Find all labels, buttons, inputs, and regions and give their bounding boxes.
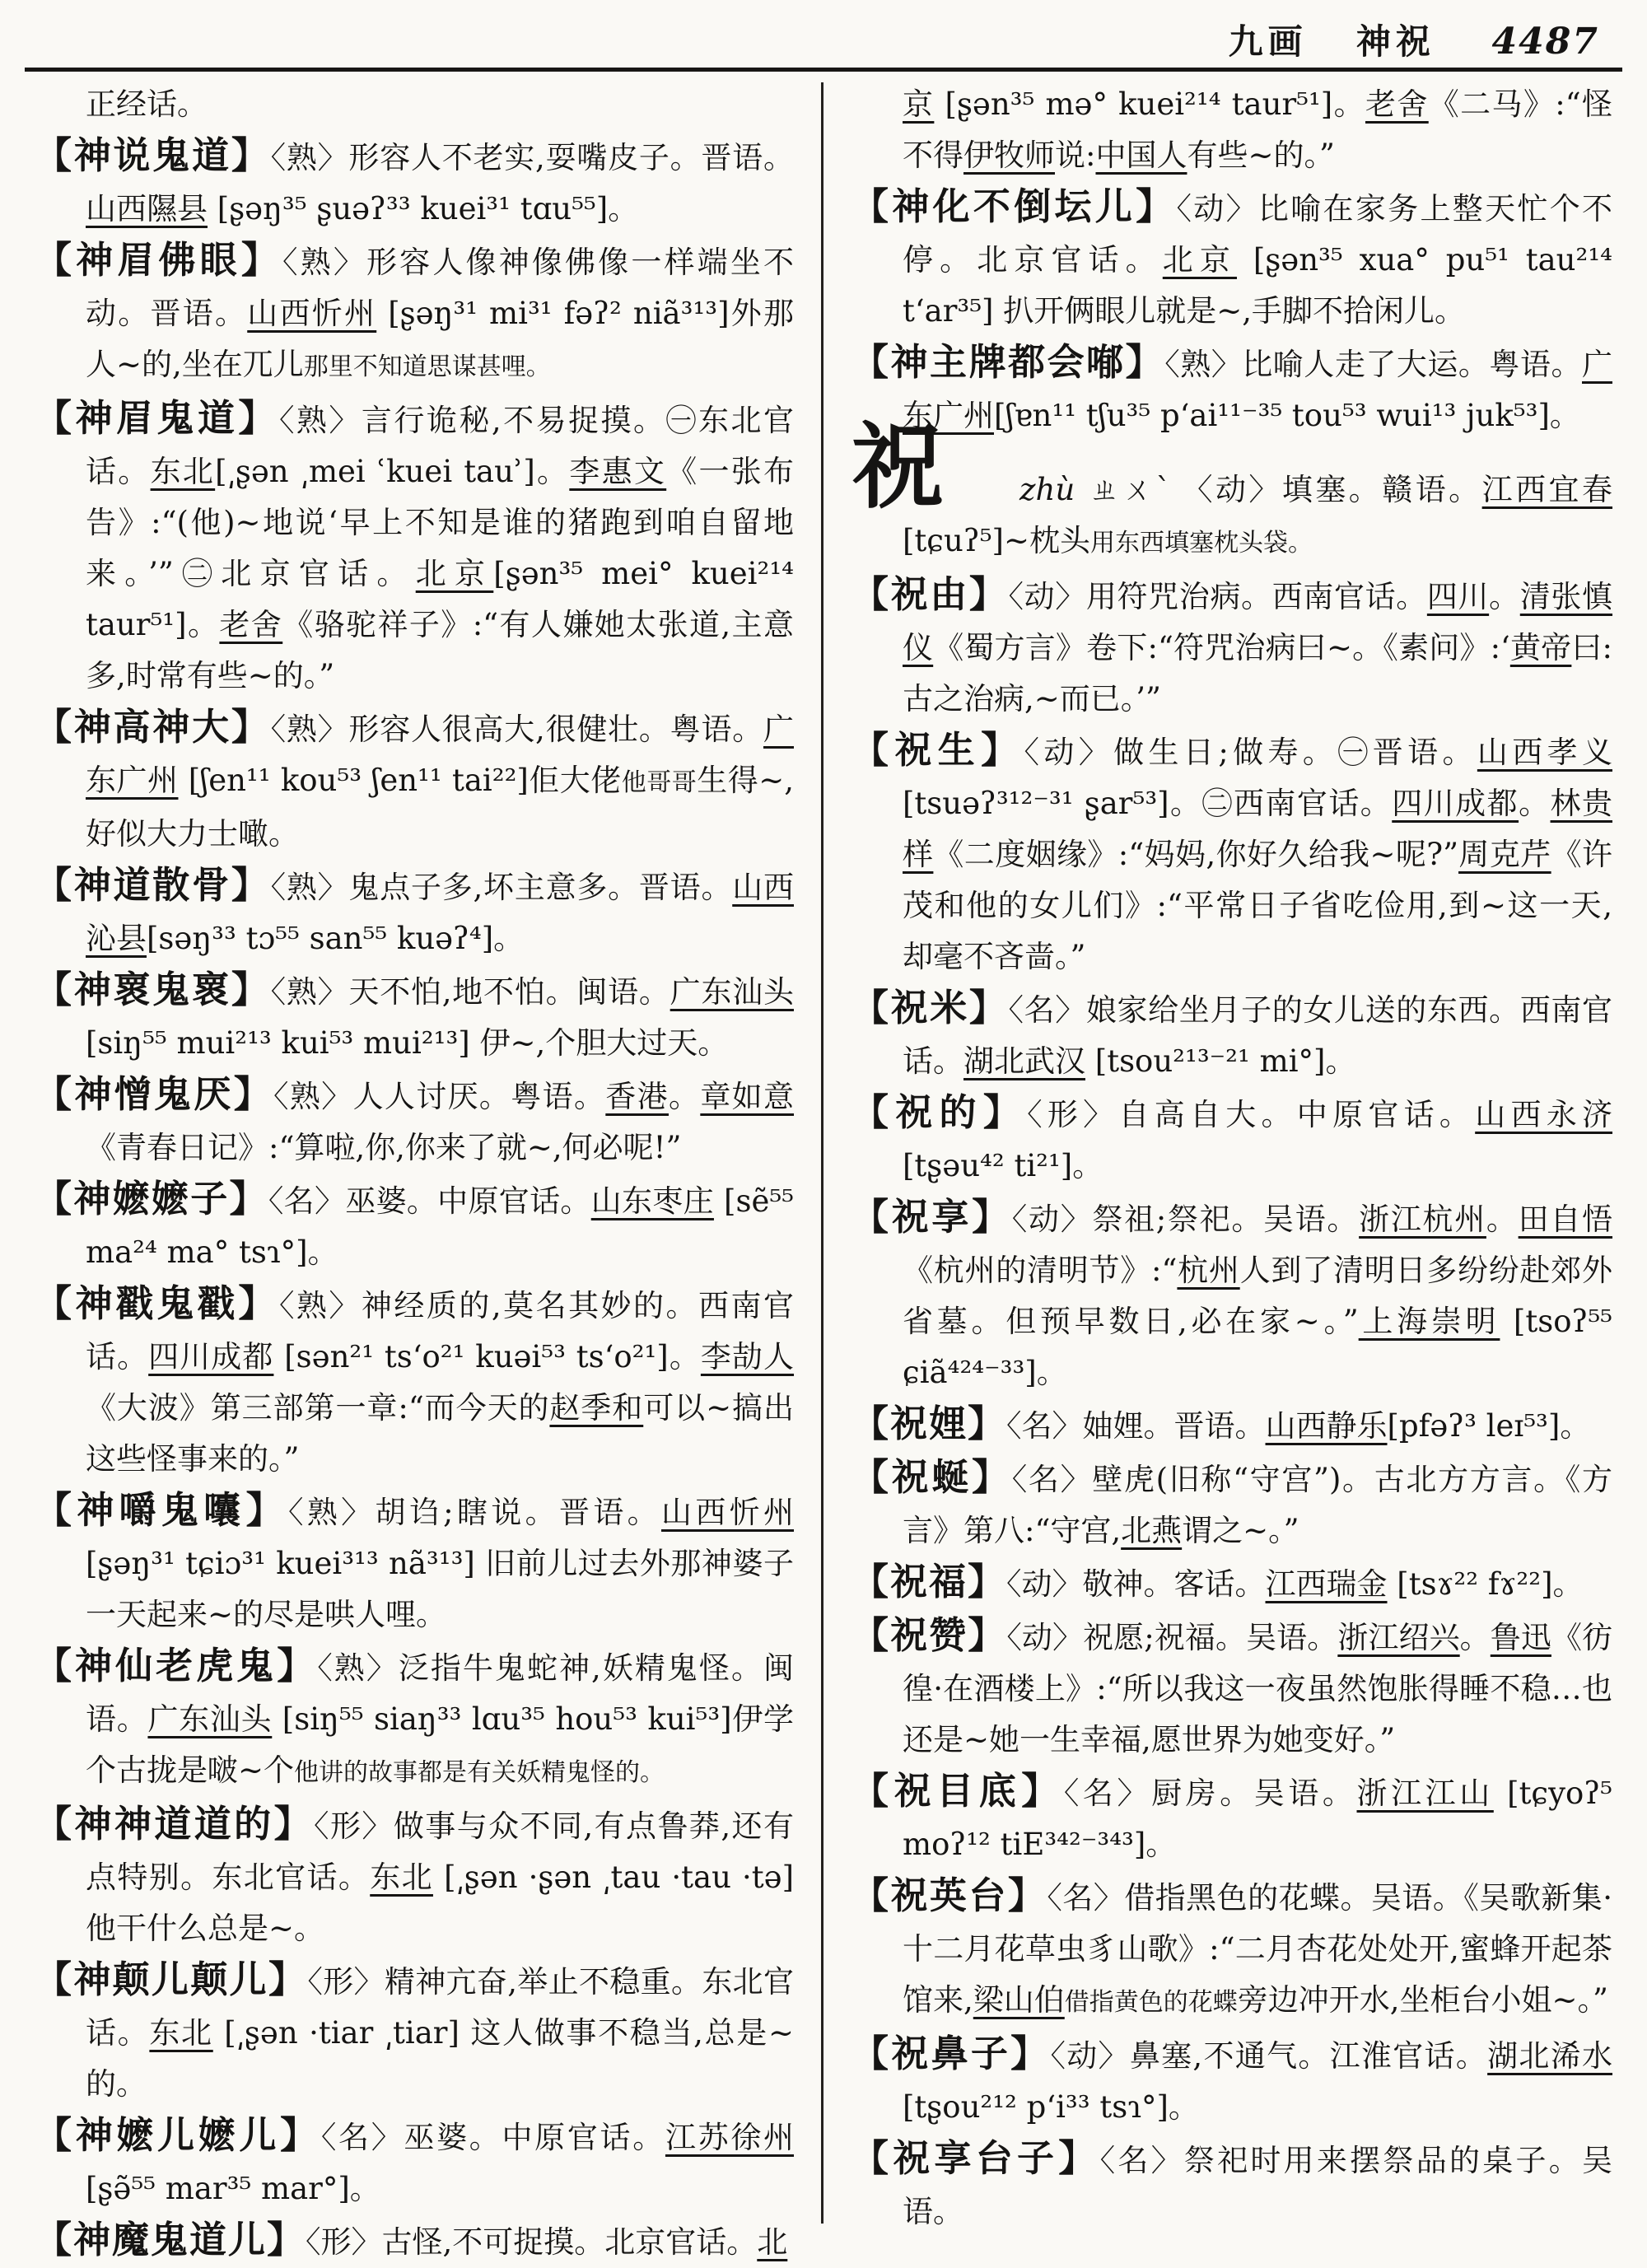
- proper-name: 山东枣庄: [590, 1183, 714, 1219]
- dict-entry: [851, 1556, 1612, 1610]
- headword: 【神魔鬼道儿】: [35, 2218, 306, 2261]
- entry-text: 《二度姻缘》:“妈妈,你好久给我~呢?”: [933, 837, 1459, 872]
- proper-name: 北京: [415, 556, 494, 591]
- right-column: [851, 79, 1612, 2238]
- entry-text: 〈熟〉形容人像神像佛像一样端坐不动。晋语。: [86, 245, 794, 331]
- entry-text: 曰:古之治病,~而已。’”: [903, 630, 1613, 716]
- entry-text: 〈熟〉鬼点子多,坏主意多。晋语。: [270, 870, 733, 905]
- dict-entry: [35, 860, 794, 964]
- entry-text: 可以~搞出这些怪事来的。”: [86, 1390, 794, 1477]
- entry-text: 〈熟〉人人讨厌。粤语。: [273, 1079, 606, 1114]
- headword: 【神说鬼道】: [35, 133, 271, 177]
- headword: 【神神道道的】: [35, 1802, 315, 1846]
- entry-text: 那里不知道思谋甚哩。: [303, 352, 551, 381]
- entry-text: 他讲的故事都是有关妖精鬼怪的。: [294, 1758, 665, 1787]
- headword: 【祝生】: [851, 728, 1024, 772]
- dict-entry: [35, 2110, 794, 2214]
- entry-continuation: [851, 79, 1612, 181]
- entry-text: 〈熟〉天不怕,地不怕。闽语。: [270, 974, 670, 1010]
- entry-text: 〈熟〉比喻人走了大运。粤语。: [1164, 347, 1582, 382]
- entry-text: [ʂəŋ³¹ tɕiɔ³¹ kuei³¹³ nã³¹³] 旧前儿过去外那神婆子一天起来~的尽是哄人哩。: [86, 1546, 794, 1632]
- dict-entry: [35, 1799, 794, 1954]
- entry-text: 《一张布告》:“(他)~地说‘早上不知是谁的猪跑到咱自留地来。’”㊁北京官话。: [86, 454, 795, 591]
- headword: 【神道散骨】: [35, 863, 271, 907]
- headword: 【神高神大】: [35, 705, 271, 749]
- headword: 【祝米】: [851, 986, 1009, 1029]
- headword: 【神憎鬼厌】: [35, 1072, 274, 1116]
- entry-text: 他哥哥: [621, 768, 698, 797]
- proper-name: 林贵样: [903, 786, 1613, 872]
- entry-text: 用东西填塞枕头袋。: [1089, 529, 1313, 558]
- dict-entry: [35, 1954, 794, 2110]
- entry-text: 〈名〉厨房。吴语。: [1063, 1776, 1357, 1811]
- proper-name: 梁山伯: [973, 1982, 1065, 2018]
- dict-entry: [35, 1485, 794, 1640]
- entry-text: [ʂən³⁵ mə° kuei²¹⁴ taur⁵¹]。: [934, 86, 1365, 122]
- entry-text: [pfəʔ³ leɪ⁵³]。: [1387, 1408, 1591, 1444]
- headword: 【祝由】: [851, 572, 1009, 616]
- proper-name: 广东广州: [86, 712, 794, 798]
- dict-entry: [851, 1087, 1612, 1192]
- entry-text: [tsoʔ⁵⁵ ɕiã⁴²⁴⁻³³]。: [903, 1304, 1612, 1390]
- dict-entry: [851, 725, 1612, 982]
- entry-text: 《大波》第三部第一章:“而今天的: [86, 1390, 550, 1426]
- proper-name: 中国人: [1095, 138, 1187, 173]
- entry-text: 〈熟〉泛指牛鬼蛇神,妖精鬼怪。闽语。: [86, 1650, 794, 1737]
- dict-entry: [851, 2133, 1612, 2238]
- dict-entry: [35, 130, 794, 235]
- entry-text: [tɕyoʔ⁵ moʔ¹² tiE³⁴²⁻³⁴³]。: [903, 1776, 1613, 1862]
- entry-text: 〈动〉祝愿;祝福。吴语。: [1006, 1620, 1338, 1655]
- entry-text: 〈名〉壁虎(旧称“守宫”)。古北方方言。《方言》第八:“守宫,: [903, 1462, 1612, 1548]
- proper-name: 东北: [150, 454, 216, 489]
- dict-entry: [35, 393, 794, 702]
- entry-text: 。: [1486, 1202, 1519, 1237]
- proper-name: 老舍: [1365, 86, 1429, 122]
- proper-name: 山西忻州: [661, 1495, 795, 1530]
- entry-text: 〈形〉做事与众不同,有点鲁莽,还有点特别。东北官话。: [86, 1808, 794, 1895]
- headword: 【祝的】: [851, 1090, 1028, 1134]
- dict-entry: [35, 1278, 794, 1485]
- entry-text: 说:: [1055, 138, 1096, 173]
- entry-text: [ʂəŋ³⁵ ʂuəʔ³³ kuei³¹ tɑu⁵⁵]。: [208, 191, 639, 226]
- dict-entry: [35, 964, 794, 1069]
- proper-name: 广东广州: [903, 347, 1612, 433]
- dict-entry: [851, 1452, 1612, 1556]
- entry-text: 〈动〉鼻塞,不通气。江淮官话。: [1050, 2038, 1488, 2074]
- headword: 【神化不倒坛儿】: [851, 184, 1177, 228]
- headword: 【神颠儿颠儿】: [35, 1958, 308, 2001]
- entry-text: 〈熟〉神经质的,莫名其妙的。西南官话。: [86, 1288, 794, 1374]
- headword: 【神嬷儿嬷儿】: [35, 2113, 321, 2157]
- proper-name: 山西隰县: [86, 191, 208, 226]
- proper-name: 北燕: [1121, 1513, 1183, 1548]
- entry-text: 〈熟〉形容人很高大,很健壮。粤语。: [270, 712, 763, 747]
- proper-name: 山西忻州: [247, 296, 377, 331]
- entry-text: 有些~的。”: [1187, 138, 1335, 173]
- entry-text: 〈动〉填塞。赣语。: [1182, 472, 1482, 507]
- proper-name: 章如意: [700, 1079, 795, 1114]
- proper-name: 老舍: [219, 607, 283, 642]
- entry-text: 〈名〉借指黑色的花蝶。吴语。《吴歌新集·十二月花草虫豸山歌》:“二月杏花处处开,蜜蜂开起茶馆来,: [903, 1880, 1612, 2018]
- proper-name: 浙江江山: [1356, 1776, 1494, 1811]
- proper-name: 江西瑞金: [1265, 1566, 1388, 1602]
- entry-continuation: [35, 79, 794, 130]
- entry-text: 《青春日记》:“算啦,你,你来了就~,何必呢!”: [86, 1130, 682, 1165]
- section-label: 九画: [1228, 21, 1308, 62]
- proper-name: 田自悟: [1518, 1202, 1613, 1237]
- entry-text: 〈熟〉言行诡秘,不易捉摸。㊀东北官话。: [86, 403, 794, 489]
- entry-text: [tʂəu⁴² ti²¹]。: [903, 1148, 1103, 1183]
- entry-text: [tsou²¹³⁻²¹ mi°]。: [1085, 1043, 1356, 1079]
- entry-text: 旁边冲开水,坐柜台小姐~。”: [1237, 1982, 1608, 2018]
- header-rule: [25, 68, 1622, 72]
- entry-text: 。: [1459, 1620, 1491, 1655]
- page-number: 4487: [1491, 21, 1599, 63]
- entry-text: 《许茂和他的女儿们》:“平常日子省吃俭用,到~这一天,却毫不吝啬。”: [903, 837, 1613, 974]
- entry-text: [siŋ⁵⁵ mui²¹³ kui⁵³ mui²¹³] 伊~,个胆大过天。: [86, 1025, 729, 1061]
- entry-text: 《二马》:“怪不得: [903, 86, 1612, 173]
- headword: 【祝英台】: [851, 1874, 1047, 1917]
- section-words: 神祝: [1355, 21, 1435, 62]
- entry-text: 生得~,好似大力士噉。: [86, 763, 795, 852]
- headword: 【神主牌都会喐】: [851, 340, 1165, 384]
- proper-name: 山西永济: [1475, 1097, 1613, 1132]
- proper-name: 山西静乐: [1265, 1408, 1388, 1444]
- entry-text: 。: [1519, 786, 1551, 821]
- dict-entry: [851, 2028, 1612, 2133]
- proper-name: 京: [903, 86, 935, 122]
- dict-entry: [35, 702, 794, 860]
- entry-text: 〈熟〉形容人不老实,耍嘴皮子。晋语。: [270, 140, 794, 175]
- entry-text: [ʂən³⁵ xua° pu⁵¹ tau²¹⁴ t‘ar³⁵] 扒开俩眼儿就是~,手脚不拾闲儿。: [903, 242, 1613, 329]
- dict-entry: [35, 1069, 794, 1174]
- headword: 【神眉鬼道】: [35, 396, 279, 440]
- proper-name: 江苏徐州: [665, 2120, 795, 2155]
- entry-text: 〈名〉妯娌。晋语。: [1006, 1408, 1266, 1444]
- entry-text: [tsɤ²² fɤ²²]。: [1387, 1566, 1584, 1602]
- entry-text: [tɕuʔ⁵]~枕头: [903, 523, 1090, 558]
- entry-text: 〈动〉祭祖;祭祀。吴语。: [1011, 1202, 1360, 1237]
- proper-name: 香港: [605, 1079, 669, 1114]
- headword: 【祝目底】: [851, 1769, 1064, 1813]
- proper-name: 周克芹: [1458, 837, 1551, 872]
- proper-name: 浙江杭州: [1359, 1202, 1486, 1237]
- entry-text: 〈动〉用符咒治病。西南官话。: [1008, 579, 1427, 614]
- headword: 【神仙老虎鬼】: [35, 1644, 318, 1687]
- entry-text: 〈形〉古怪,不可捉摸。北京官话。: [306, 2224, 758, 2260]
- dict-entry: [851, 1398, 1612, 1452]
- proper-name: 上海崇明: [1358, 1304, 1500, 1339]
- entry-text: 〈动〉比喻在家务上整天忙个不停。北京官话。: [903, 191, 1612, 278]
- proper-name: 东北: [149, 2015, 213, 2051]
- entry-text: [͵ʂən ·tiar ͵tiar] 这人做事不稳当,总是~的。: [86, 2015, 794, 2102]
- entry-text: 。: [1489, 579, 1520, 614]
- entry-text: [ʂən³⁵ mei° kuei²¹⁴ taur⁵¹]。: [86, 556, 794, 642]
- entry-text: 〈熟〉胡诌;瞎说。晋语。: [288, 1495, 661, 1530]
- headword: 【神褱鬼褱】: [35, 968, 271, 1011]
- proper-name: 伊牧师: [963, 138, 1055, 173]
- entry-text: 〈形〉自高自大。中原官话。: [1027, 1097, 1476, 1132]
- entry-text: [ʃɐn¹¹ tʃu³⁵ p‘ai¹¹⁻³⁵ tou⁵³ wui¹³ juk⁵³]。: [994, 398, 1580, 433]
- proper-name: 李惠文: [569, 454, 667, 489]
- dict-entry: [851, 337, 1612, 441]
- proper-name: 广东汕头: [670, 974, 794, 1010]
- dict-entry: [35, 1640, 794, 1799]
- headword: 【祝鼻子】: [851, 2032, 1051, 2075]
- headword: 【祝享台子】: [851, 2136, 1100, 2180]
- entry-text: 正经话。: [86, 86, 208, 122]
- entry-text: [tʂou²¹² p‘i³³ tsɿ°]。: [903, 2089, 1199, 2125]
- entry-text: [͵ʂən ·ʂən ͵tau ·tau ·tə]他干什么总是~。: [86, 1860, 795, 1946]
- headword: 【祝赞】: [851, 1613, 1007, 1657]
- entry-text: 人到了清明日多纷纷赴郊外省墓。但预早数日,必在家~。”: [903, 1253, 1612, 1339]
- entry-text: 。: [668, 1079, 701, 1114]
- headword: 【祝享】: [851, 1195, 1012, 1239]
- entry-text: [͵ʂən ͵mei ʿkuei tauʾ]。: [215, 454, 570, 489]
- column-divider: [821, 82, 824, 2224]
- proper-name: 东北: [370, 1860, 433, 1895]
- dict-entry: [35, 235, 794, 393]
- dict-entry: [851, 1870, 1612, 2028]
- proper-name: 清张慎仪: [903, 579, 1613, 665]
- dict-entry: [851, 569, 1612, 725]
- headword: 【祝娌】: [851, 1402, 1007, 1445]
- headword: 【神嚼鬼囔】: [35, 1488, 289, 1532]
- page-header: [1229, 15, 1599, 64]
- entry-text: 〈形〉精神亢奋,举止不稳重。东北官话。: [86, 1964, 794, 2051]
- entry-text: [ʃen¹¹ kou⁵³ ʃen¹¹ tai²²]佢大佬: [178, 763, 622, 798]
- left-column: [35, 79, 794, 2268]
- entry-text: 《彷徨·在酒楼上》:“所以我这一夜虽然饱胀得睡不稳…也还是~她一生幸福,愿世界为她变好。”: [903, 1620, 1613, 1757]
- entry-text: 〈名〉娘家给坐月子的女儿送的东西。西南官话。: [903, 992, 1612, 1079]
- proper-name: 北京: [1162, 242, 1238, 278]
- entry-text: 《骆驼祥子》:“有人嫌她太张道,主意多,时常有些~的。”: [86, 607, 794, 693]
- entry-text: [sən²¹ ts‘o²¹ kuəi⁵³ ts‘o²¹]。: [273, 1339, 701, 1374]
- proper-name: 杭州: [1177, 1253, 1240, 1288]
- entry-text: [ʂəŋ³¹ mi³¹ fəʔ² niã³¹³]外那人~的,坐在兀儿: [86, 296, 795, 382]
- entry-text: 〈名〉巫婆。中原官话。: [320, 2120, 665, 2155]
- proper-name: 北: [757, 2224, 788, 2260]
- dict-entry: [851, 1192, 1612, 1398]
- headword: 【神眉佛眼】: [35, 238, 282, 282]
- entry-text: 谓之~。”: [1182, 1513, 1299, 1548]
- proper-name: 江西宜春: [1481, 472, 1613, 507]
- proper-name: 山西沁县: [86, 870, 794, 956]
- entry-text: 《蜀方言》卷下:“符咒治病曰~。《素问》:‘: [933, 630, 1510, 665]
- entry-text: 〈动〉做生日;做寿。㊀晋语。: [1024, 735, 1477, 770]
- proper-name: 黄帝: [1509, 630, 1572, 665]
- pinyin: zhù: [1019, 472, 1075, 507]
- headword: 【神戳鬼戳】: [35, 1281, 279, 1325]
- dict-entry: [851, 181, 1612, 337]
- entry-text: [səŋ³³ tɔ⁵⁵ san⁵⁵ kuəʔ⁴]。: [147, 921, 525, 956]
- entry-text: [ʂə̃⁵⁵ mar³⁵ mar°]。: [86, 2171, 380, 2206]
- proper-name: 鲁迅: [1490, 1620, 1551, 1655]
- proper-name: 广东汕头: [147, 1701, 273, 1737]
- proper-name: 浙江绍兴: [1337, 1620, 1460, 1655]
- entry-text: 《杭州的清明节》:“: [903, 1253, 1178, 1288]
- headword: 【祝福】: [851, 1560, 1007, 1603]
- proper-name: 四川: [1426, 579, 1490, 614]
- proper-name: 湖北武汉: [963, 1043, 1085, 1079]
- entry-text: 〈动〉敬神。客话。: [1006, 1566, 1266, 1602]
- entry-text: [tsuəʔ³¹²⁻³¹ ʂar⁵³]。㊁西南官话。: [903, 786, 1393, 821]
- zhuyin: ㄓㄨˋ: [1086, 472, 1174, 507]
- proper-name: 赵季和: [549, 1390, 644, 1426]
- proper-name: 山西孝义: [1477, 735, 1612, 770]
- dict-entry: [35, 1174, 794, 1278]
- entry-text: 〈名〉祭祀时用来摆祭品的桌子。吴语。: [903, 2143, 1612, 2229]
- proper-name: 李劼人: [700, 1339, 795, 1374]
- entry-text: 借指黄色的花蝶: [1064, 1988, 1238, 2017]
- head-character: 祝: [851, 413, 944, 521]
- entry-text: [siŋ⁵⁵ siaŋ³³ lɑu³⁵ hou⁵³ kui⁵³]伊学个古拢是啵~个: [86, 1701, 795, 1788]
- dict-entry: [851, 1766, 1612, 1870]
- proper-name: 四川成都: [148, 1339, 274, 1374]
- proper-name: 湖北浠水: [1487, 2038, 1613, 2074]
- entry-text: 〈名〉巫婆。中原官话。: [268, 1183, 591, 1219]
- dict-entry: [35, 2214, 794, 2268]
- dict-entry: [851, 982, 1612, 1087]
- dict-entry: [851, 1610, 1612, 1766]
- headword: 【神嬷嬷子】: [35, 1177, 268, 1220]
- headword: 【祝蜒】: [851, 1455, 1012, 1499]
- proper-name: 四川成都: [1392, 786, 1519, 821]
- entry-text: [sẽ⁵⁵ ma²⁴ ma° tsɿ°]。: [86, 1183, 795, 1270]
